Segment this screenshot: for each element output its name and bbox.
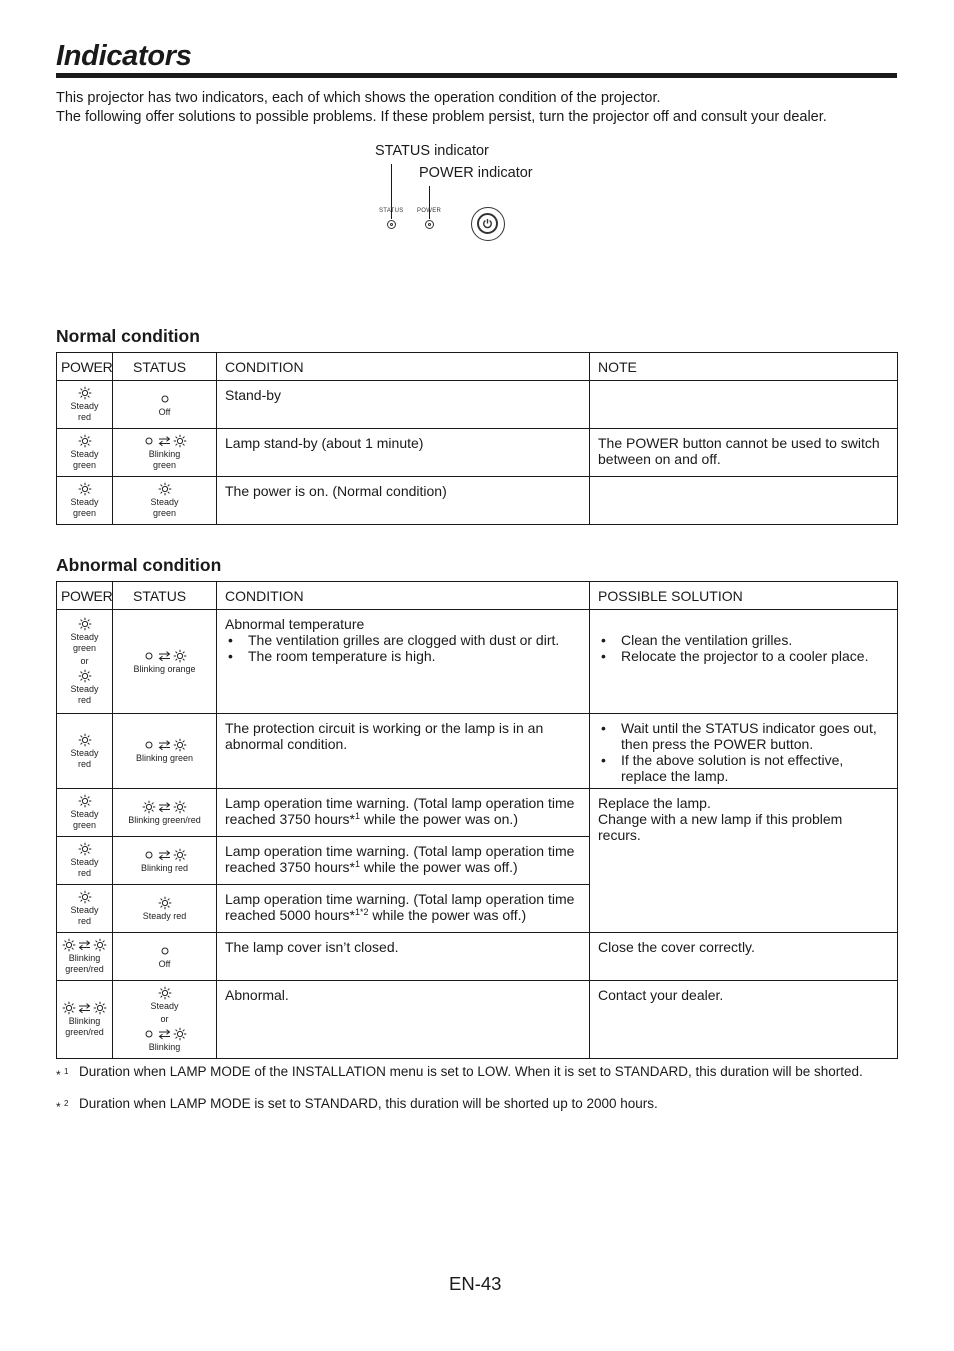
lamp-lit-icon [158, 482, 172, 496]
condition-cell [217, 837, 590, 885]
lamp-lit-icon [173, 649, 187, 663]
condition-cell: The lamp cover isn’t closed. [217, 933, 590, 981]
status-state-cell [113, 933, 217, 981]
condition-cell: Abnormal. [217, 981, 590, 1059]
indicator-state [59, 794, 110, 831]
lamp-lit-icon [173, 738, 187, 752]
table-row [57, 981, 898, 1059]
indicator-state [115, 649, 214, 675]
list-item: • Clean the ventilation grilles. [598, 632, 889, 648]
power-state-cell [57, 837, 113, 885]
col-header-condition: CONDITION [217, 582, 590, 610]
power-state-cell [57, 429, 113, 477]
footnote-2 [56, 1096, 897, 1112]
solution-cell: Contact your dealer. [590, 981, 898, 1059]
indicator-state-label: Steady red [70, 684, 99, 705]
solution-bullet-list [598, 720, 889, 784]
lamp-off-icon [142, 848, 156, 862]
lamp-lit-icon [173, 800, 187, 814]
condition-text: Lamp operation time warning. (Total lamp operation time reached 3750 hours* [225, 795, 575, 827]
table-header-row [57, 353, 898, 381]
note-cell: The POWER button cannot be used to switch between on and off. [590, 429, 898, 477]
indicator-state-label: Steady green [70, 809, 99, 830]
footnote-ref: 1 [355, 859, 361, 869]
lamp-lit-icon [78, 794, 92, 808]
intro-paragraph-1: This projector has two indicators, each of which shows the operation condition of the projector. [56, 90, 661, 106]
abnormal-condition-table [56, 581, 898, 1059]
power-state-cell [57, 610, 113, 714]
indicator-state-label: Steady green [70, 632, 99, 653]
indicator-state-label: Steady green [70, 497, 99, 518]
indicator-state-label: Steady red [70, 857, 99, 878]
footnote-mark: * $^2$ [56, 1099, 69, 1114]
status-state-cell [113, 429, 217, 477]
footnote-ref: 1*2 [355, 907, 369, 917]
abnormal-condition-heading: Abnormal condition [56, 555, 222, 575]
col-header-power: POWER [57, 582, 113, 610]
indicator-state [59, 482, 110, 519]
status-state-cell [113, 981, 217, 1059]
col-header-solution: POSSIBLE SOLUTION [590, 582, 898, 610]
lamp-off-icon [142, 1027, 156, 1041]
solution-line: Replace the lamp. [598, 795, 711, 811]
normal-condition-heading: Normal condition [56, 326, 200, 346]
lamp-lit-icon [78, 386, 92, 400]
footnote-mark: * $^1$ [56, 1067, 69, 1082]
list-item: • Wait until the STATUS indicator goes out, then press the POWER button. [598, 720, 889, 752]
solution-bullet-list [598, 632, 889, 664]
footnote-text: Duration when LAMP MODE of the INSTALLATION menu is set to LOW. When it is set to STANDARD, this duration will be shorted. [79, 1064, 863, 1079]
status-small-label: STATUS [379, 208, 404, 214]
solution-cell [590, 714, 898, 789]
indicator-state-label: Blinking [148, 1042, 181, 1052]
indicator-state-label: Steady green [150, 497, 179, 518]
alternate-arrows-icon [78, 938, 91, 952]
indicator-state [115, 738, 214, 764]
power-small-label: POWER [417, 208, 442, 214]
power-state-cell [57, 789, 113, 837]
note-cell [590, 477, 898, 525]
indicator-state-label: Steady green [70, 449, 99, 470]
condition-bullet-list [225, 632, 581, 664]
power-button-icon [471, 207, 505, 241]
table-row [57, 714, 898, 789]
indicator-state [59, 669, 110, 706]
indicator-state [115, 896, 214, 922]
condition-text: Lamp operation time warning. (Total lamp operation time reached 5000 hours* [225, 891, 575, 923]
list-item: • If the above solution is not effective, replace the lamp. [598, 752, 889, 784]
lamp-lit-icon [78, 842, 92, 856]
power-led-icon [425, 220, 434, 229]
status-state-cell [113, 477, 217, 525]
table-row [57, 789, 898, 837]
title-rule [56, 73, 897, 78]
alternate-arrows-icon [158, 738, 171, 752]
indicator-state [115, 482, 214, 519]
indicator-state [115, 434, 214, 471]
lamp-lit-icon [173, 434, 187, 448]
indicator-state [59, 1001, 110, 1038]
indicator-state [59, 842, 110, 879]
col-header-note: NOTE [590, 353, 898, 381]
solution-cell [590, 610, 898, 714]
indicator-state-label: Off [158, 406, 171, 417]
alternate-arrows-icon [158, 848, 171, 862]
alternate-arrows-icon [78, 1001, 91, 1015]
indicator-state [115, 944, 214, 970]
condition-cell [217, 610, 590, 714]
condition-cell [217, 885, 590, 933]
status-state-cell [113, 714, 217, 789]
lamp-lit-icon [93, 938, 107, 952]
intro-text [56, 89, 897, 127]
col-header-condition: CONDITION [217, 353, 590, 381]
condition-text: while the power was on.) [360, 811, 518, 827]
list-item: • The ventilation grilles are clogged with dust or dirt. [225, 632, 581, 648]
indicator-state [115, 800, 214, 826]
or-separator: or [80, 656, 89, 666]
normal-condition-table [56, 352, 898, 525]
lamp-off-icon [142, 649, 156, 663]
power-indicator-label: POWER indicator [419, 165, 533, 181]
indicator-diagram [56, 140, 897, 250]
lamp-lit-icon [158, 896, 172, 910]
power-state-cell [57, 885, 113, 933]
indicator-state-label: Blinking red [140, 862, 189, 873]
condition-cell: Stand-by [217, 381, 590, 429]
indicator-state-label: Blinking green [148, 449, 181, 470]
note-cell [590, 381, 898, 429]
indicator-state-label: Steady [150, 1001, 179, 1011]
alternate-arrows-icon [158, 434, 171, 448]
lamp-lit-icon [158, 986, 172, 1000]
indicator-state [59, 890, 110, 927]
footnote-ref: 1 [355, 811, 361, 821]
power-state-cell [57, 981, 113, 1059]
table-row [57, 477, 898, 525]
indicator-state [115, 1027, 214, 1053]
condition-text: while the power was off.) [360, 859, 518, 875]
condition-cell: The protection circuit is working or the lamp is in an abnormal condition. [217, 714, 590, 789]
lamp-off-icon [142, 434, 156, 448]
indicator-state-label: Blinking orange [133, 663, 196, 674]
lamp-off-icon [158, 392, 172, 406]
lamp-lit-icon [62, 1001, 76, 1015]
lamp-off-icon [142, 738, 156, 752]
col-header-status: STATUS [113, 582, 217, 610]
lamp-lit-icon [93, 1001, 107, 1015]
lamp-lit-icon [173, 1027, 187, 1041]
table-row [57, 933, 898, 981]
indicator-state [59, 434, 110, 471]
indicator-state-label: Steady red [70, 401, 99, 422]
page-number: EN-43 [449, 1273, 502, 1294]
indicator-state [59, 386, 110, 423]
solution-line: Change with a new lamp if this problem recurs. [598, 811, 843, 843]
status-state-cell [113, 789, 217, 837]
lamp-lit-icon [78, 669, 92, 683]
lamp-lit-icon [173, 848, 187, 862]
indicator-state-label: Steady red [70, 905, 99, 926]
condition-title: Abnormal temperature [225, 616, 365, 632]
intro-paragraph-2: The following offer solutions to possible problems. If these problem persist, turn the projector off and consult your dealer. [56, 109, 827, 125]
indicator-state-label: Blinking green/red [65, 953, 104, 974]
lamp-lit-icon [78, 733, 92, 747]
table-row [57, 429, 898, 477]
condition-text: while the power was off.) [368, 907, 527, 923]
status-state-cell [113, 837, 217, 885]
condition-text: Lamp operation time warning. (Total lamp operation time reached 3750 hours* [225, 843, 575, 875]
list-item: • The room temperature is high. [225, 648, 581, 664]
lamp-lit-icon [142, 800, 156, 814]
power-state-cell [57, 714, 113, 789]
footnote-text: Duration when LAMP MODE is set to STANDARD, this duration will be shorted up to 2000 hours. [79, 1096, 658, 1111]
status-indicator-label: STATUS indicator [375, 143, 489, 159]
lamp-off-icon [158, 944, 172, 958]
indicator-state [115, 392, 214, 418]
power-leader-line [429, 186, 430, 219]
alternate-arrows-icon [158, 1027, 171, 1041]
indicator-state [115, 986, 214, 1012]
page-title: Indicators [56, 40, 192, 72]
indicator-state [59, 938, 110, 975]
solution-cell [590, 789, 898, 933]
indicator-state-label: Off [158, 958, 171, 969]
col-header-power: POWER [57, 353, 113, 381]
power-state-cell [57, 381, 113, 429]
table-header-row [57, 582, 898, 610]
alternate-arrows-icon [158, 800, 171, 814]
table-row [57, 381, 898, 429]
lamp-lit-icon [78, 890, 92, 904]
indicator-state [59, 617, 110, 654]
power-symbol-icon [482, 218, 493, 229]
status-state-cell [113, 610, 217, 714]
alternate-arrows-icon [158, 649, 171, 663]
indicator-state-label: Steady red [70, 747, 99, 769]
list-item: • Relocate the projector to a cooler place. [598, 648, 889, 664]
lamp-lit-icon [78, 482, 92, 496]
lamp-lit-icon [78, 617, 92, 631]
lamp-lit-icon [78, 434, 92, 448]
power-state-cell [57, 933, 113, 981]
condition-cell: The power is on. (Normal condition) [217, 477, 590, 525]
col-header-status: STATUS [113, 353, 217, 381]
indicator-state [115, 848, 214, 874]
status-led-icon [387, 220, 396, 229]
solution-cell: Close the cover correctly. [590, 933, 898, 981]
condition-cell: Lamp stand-by (about 1 minute) [217, 429, 590, 477]
power-state-cell [57, 477, 113, 525]
lamp-lit-icon [62, 938, 76, 952]
condition-cell [217, 789, 590, 837]
indicator-state-label: Blinking green/red [65, 1016, 104, 1037]
indicator-state [59, 733, 110, 770]
status-state-cell [113, 381, 217, 429]
indicator-state-label: Steady red [142, 910, 187, 921]
table-row [57, 610, 898, 714]
status-state-cell [113, 885, 217, 933]
indicator-state-label: Blinking green [135, 753, 194, 763]
indicator-state-label: Blinking green/red [128, 814, 201, 825]
or-separator: or [160, 1014, 169, 1024]
footnote-1 [56, 1064, 897, 1080]
